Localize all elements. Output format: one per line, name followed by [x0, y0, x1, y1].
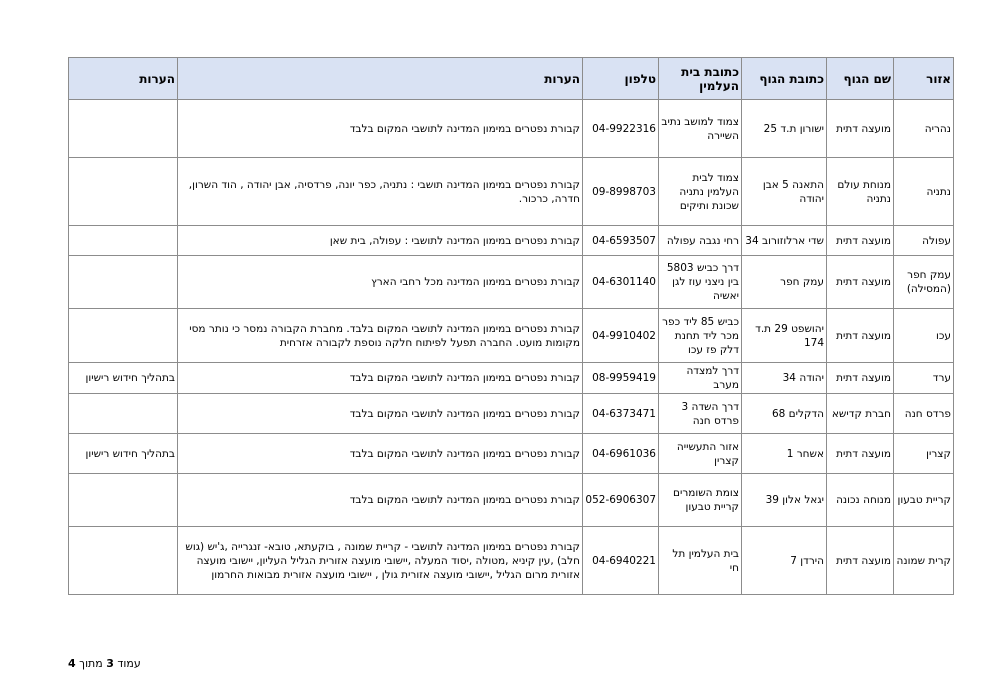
column-header-body-address: כתובת הגוף — [742, 58, 827, 100]
cell-body-address: יגאל אלון 39 — [742, 474, 827, 527]
footer-of-label: מתוך — [79, 657, 103, 670]
cell-notes: קבורת נפטרים במימון המדינה לתושבי - קריית שמונה , בוקעתא, טובא- זנגרייה ,ג'יש (גוש חלב) ,עין קיניא ,מטולה ,יסוד המעלה ,יישובי מועצה אזורית הגליל העליון, יישובי מועצה אזורית מרום הגליל ,יישובי מועצה אזורית גולן , יישובי מועצה אזורית מבואות החרמון — [178, 527, 583, 595]
cell-body-name: מועצה דתית — [827, 363, 894, 394]
cell-body-name: חברת קדישא — [827, 394, 894, 434]
cell-body-address: אשחר 1 — [742, 434, 827, 474]
cell-body-name: מנוחת עולם נתניה — [827, 158, 894, 226]
cell-body-address: הירדן 7 — [742, 527, 827, 595]
cell-region: ערד — [894, 363, 954, 394]
column-header-body-name: שם הגוף — [827, 58, 894, 100]
cell-notes: קבורת נפטרים במימון המדינה לתושבי המקום בלבד — [178, 474, 583, 527]
cell-body-address: שדי ארלוזורוב 34 — [742, 226, 827, 256]
cell-notes-2: בתהליך חידוש רישיון — [69, 434, 178, 474]
cell-notes-2 — [69, 256, 178, 309]
cell-notes-2 — [69, 394, 178, 434]
cell-notes: קבורת נפטרים במימון המדינה לתושבי המקום בלבד. מחברת הקבורה נמסר כי נותר מסי מקומות מועט. החברה תפעל לפיתוח חלקה נוספת לקבורה אזרחית — [178, 309, 583, 363]
cell-body-address: התאנה 5 אבן יהודה — [742, 158, 827, 226]
cell-cemetery-address: דרך השדה 3 פרדס חנה — [659, 394, 742, 434]
cell-notes-2 — [69, 309, 178, 363]
cell-body-address: יהודה 34 — [742, 363, 827, 394]
cell-body-name: מועצה דתית — [827, 309, 894, 363]
cell-notes: קבורת נפטרים במימון המדינה לתושבי המקום בלבד — [178, 394, 583, 434]
cell-region: נתניה — [894, 158, 954, 226]
column-header-notes-2: הערות — [69, 58, 178, 100]
cell-region: נהריה — [894, 100, 954, 158]
cell-cemetery-address: רחי נגבה עפולה — [659, 226, 742, 256]
table-row — [69, 226, 954, 256]
cell-notes: קבורת נפטרים במימון המדינה לתושבי המקום בלבד — [178, 434, 583, 474]
table-header-row — [69, 58, 954, 100]
table-row — [69, 309, 954, 363]
table-row — [69, 158, 954, 226]
cell-phone: 04-6940221 — [583, 527, 659, 595]
column-header-cemetery-address: כתובת בית העלמין — [659, 58, 742, 100]
table-row — [69, 434, 954, 474]
cell-region: עפולה — [894, 226, 954, 256]
cell-phone: 09-8998703 — [583, 158, 659, 226]
column-header-notes: הערות — [178, 58, 583, 100]
cell-region: פרדס חנה — [894, 394, 954, 434]
table-row — [69, 100, 954, 158]
cell-region: עמק חפר (המסילה) — [894, 256, 954, 309]
table-row — [69, 363, 954, 394]
cell-notes-2 — [69, 100, 178, 158]
cell-cemetery-address: דרך למצדה מערב — [659, 363, 742, 394]
table-row — [69, 394, 954, 434]
table-row — [69, 256, 954, 309]
cell-cemetery-address: צמוד לבית העלמין נתניה שכונת ותיקים — [659, 158, 742, 226]
footer-total-pages: 4 — [68, 657, 76, 670]
cell-body-address: הדקלים 68 — [742, 394, 827, 434]
cell-cemetery-address: צמוד למושב נתיב השיירה — [659, 100, 742, 158]
cell-phone: 08-9959419 — [583, 363, 659, 394]
cell-phone: 04-6593507 — [583, 226, 659, 256]
cell-body-address: עמק חפר — [742, 256, 827, 309]
cell-body-name: מועצה דתית — [827, 256, 894, 309]
cell-phone: 04-9910402 — [583, 309, 659, 363]
cell-body-address: ישורון ת.ד 25 — [742, 100, 827, 158]
cell-region: קריית טבעון — [894, 474, 954, 527]
cell-region: קצרין — [894, 434, 954, 474]
page-footer — [68, 657, 141, 670]
cell-body-name: מועצה דתית — [827, 434, 894, 474]
cell-phone: 04-9922316 — [583, 100, 659, 158]
column-header-region: אזור — [894, 58, 954, 100]
cell-notes: קבורת נפטרים במימון המדינה לתושבי המקום בלבד — [178, 100, 583, 158]
cell-body-name: מועצה דתית — [827, 100, 894, 158]
table-row — [69, 527, 954, 595]
cell-notes: קבורת נפטרים במימון המדינה לתושבי המקום בלבד — [178, 363, 583, 394]
cell-cemetery-address: צומת השומרים קריית טבעון — [659, 474, 742, 527]
cell-notes-2 — [69, 474, 178, 527]
cell-body-name: מועצה דתית — [827, 226, 894, 256]
table-row — [69, 474, 954, 527]
cell-notes-2 — [69, 527, 178, 595]
cell-notes-2: בתהליך חידוש רישיון — [69, 363, 178, 394]
cell-cemetery-address: אזור התעשייה קצרין — [659, 434, 742, 474]
cell-notes: קבורת נפטרים במימון המדינה לתושבי : עפולה, בית שאן — [178, 226, 583, 256]
cell-body-name: מנוחה נכונה — [827, 474, 894, 527]
burial-bodies-table — [68, 57, 954, 595]
cell-region: קרית שמונה — [894, 527, 954, 595]
cell-phone: 04-6961036 — [583, 434, 659, 474]
cell-phone: 04-6301140 — [583, 256, 659, 309]
cell-phone: 052-6906307 — [583, 474, 659, 527]
cell-notes-2 — [69, 158, 178, 226]
cell-cemetery-address: דרך כביש 5803 בין ניצני עוז לגן יאשיה — [659, 256, 742, 309]
cell-body-name: מועצה דתית — [827, 527, 894, 595]
cell-phone: 04-6373471 — [583, 394, 659, 434]
cell-region: עכו — [894, 309, 954, 363]
cell-cemetery-address: בית העלמין תל חי — [659, 527, 742, 595]
cell-notes: קבורת נפטרים במימון המדינה תושבי : נתניה, כפר יונה, פרדסיה, אבן יהודה , הוד השרון, חדרה, כרכור. — [178, 158, 583, 226]
cell-body-address: יהושפט 29 ת.ד 174 — [742, 309, 827, 363]
cell-notes: קבורת נפטרים במימון המדינה מכל רחבי הארץ — [178, 256, 583, 309]
column-header-phone: טלפון — [583, 58, 659, 100]
footer-page-label: עמוד — [117, 657, 141, 670]
cell-cemetery-address: כביש 85 ליד כפר מכר ליד תחנת דלק פז עכו — [659, 309, 742, 363]
cell-notes-2 — [69, 226, 178, 256]
footer-current-page: 3 — [106, 657, 114, 670]
